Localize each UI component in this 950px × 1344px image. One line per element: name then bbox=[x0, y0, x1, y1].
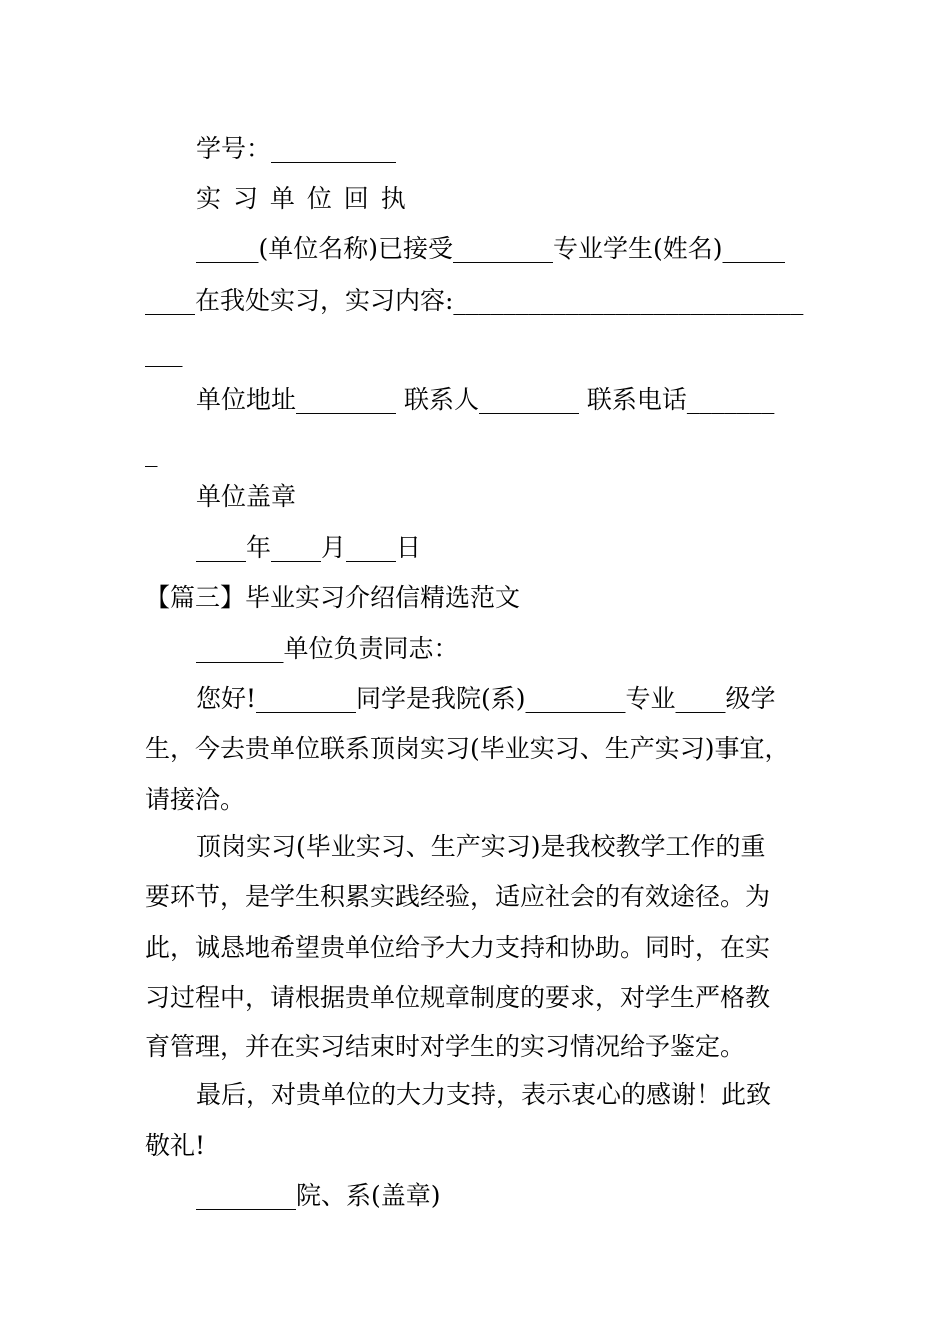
letter-paragraph-1-line-1: 您好!________同学是我院(系)________专业____级学 bbox=[196, 684, 776, 713]
contact-info-line: 单位地址________ 联系人________ 联系电话_______ bbox=[196, 385, 775, 414]
letter-paragraph-1-line-2: 生，今去贵单位联系顶岗实习(毕业实习、生产实习)事宜， bbox=[145, 734, 790, 763]
section-heading: 【篇三】毕业实习介绍信精选范文 bbox=[145, 583, 521, 612]
letter-paragraph-2-line-2: 要环节，是学生积累实践经验，适应社会的有效途径。为 bbox=[145, 882, 771, 911]
receipt-body-line-2: ____在我处实习，实习内容:____________________________ bbox=[145, 286, 804, 315]
letter-paragraph-2-line-1: 顶岗实习(毕业实习、生产实习)是我校教学工作的重 bbox=[196, 832, 766, 861]
letter-salutation: _______单位负责同志： bbox=[196, 634, 459, 663]
letter-paragraph-2-line-3: 此，诚恳地希望贵单位给予大力支持和协助。同时，在实 bbox=[145, 933, 771, 962]
receipt-date-line: ____年____月____日 bbox=[196, 533, 422, 562]
receipt-body-line-3: ___ bbox=[145, 338, 183, 367]
receipt-body-line-1: _____(单位名称)已接受________专业学生(姓名)_____ bbox=[196, 234, 786, 263]
institution-seal-line: ________院、系(盖章) bbox=[196, 1181, 441, 1210]
letter-closing-line-2: 敬礼! bbox=[145, 1131, 206, 1160]
contact-info-overflow: _ bbox=[145, 438, 158, 467]
student-id-line: 学号：__________ bbox=[196, 134, 397, 163]
letter-paragraph-2-line-5: 育管理，并在实习结束时对学生的实习情况给予鉴定。 bbox=[145, 1032, 746, 1061]
receipt-heading: 实 习 单 位 回 执 bbox=[196, 184, 408, 213]
letter-paragraph-2-line-4: 习过程中，请根据贵单位规章制度的要求，对学生严格教 bbox=[145, 983, 771, 1012]
letter-paragraph-1-line-3: 请接洽。 bbox=[145, 785, 246, 814]
letter-closing-line-1: 最后，对贵单位的大力支持，表示衷心的感谢！此致 bbox=[196, 1080, 772, 1109]
unit-seal-label: 单位盖章 bbox=[196, 482, 297, 511]
